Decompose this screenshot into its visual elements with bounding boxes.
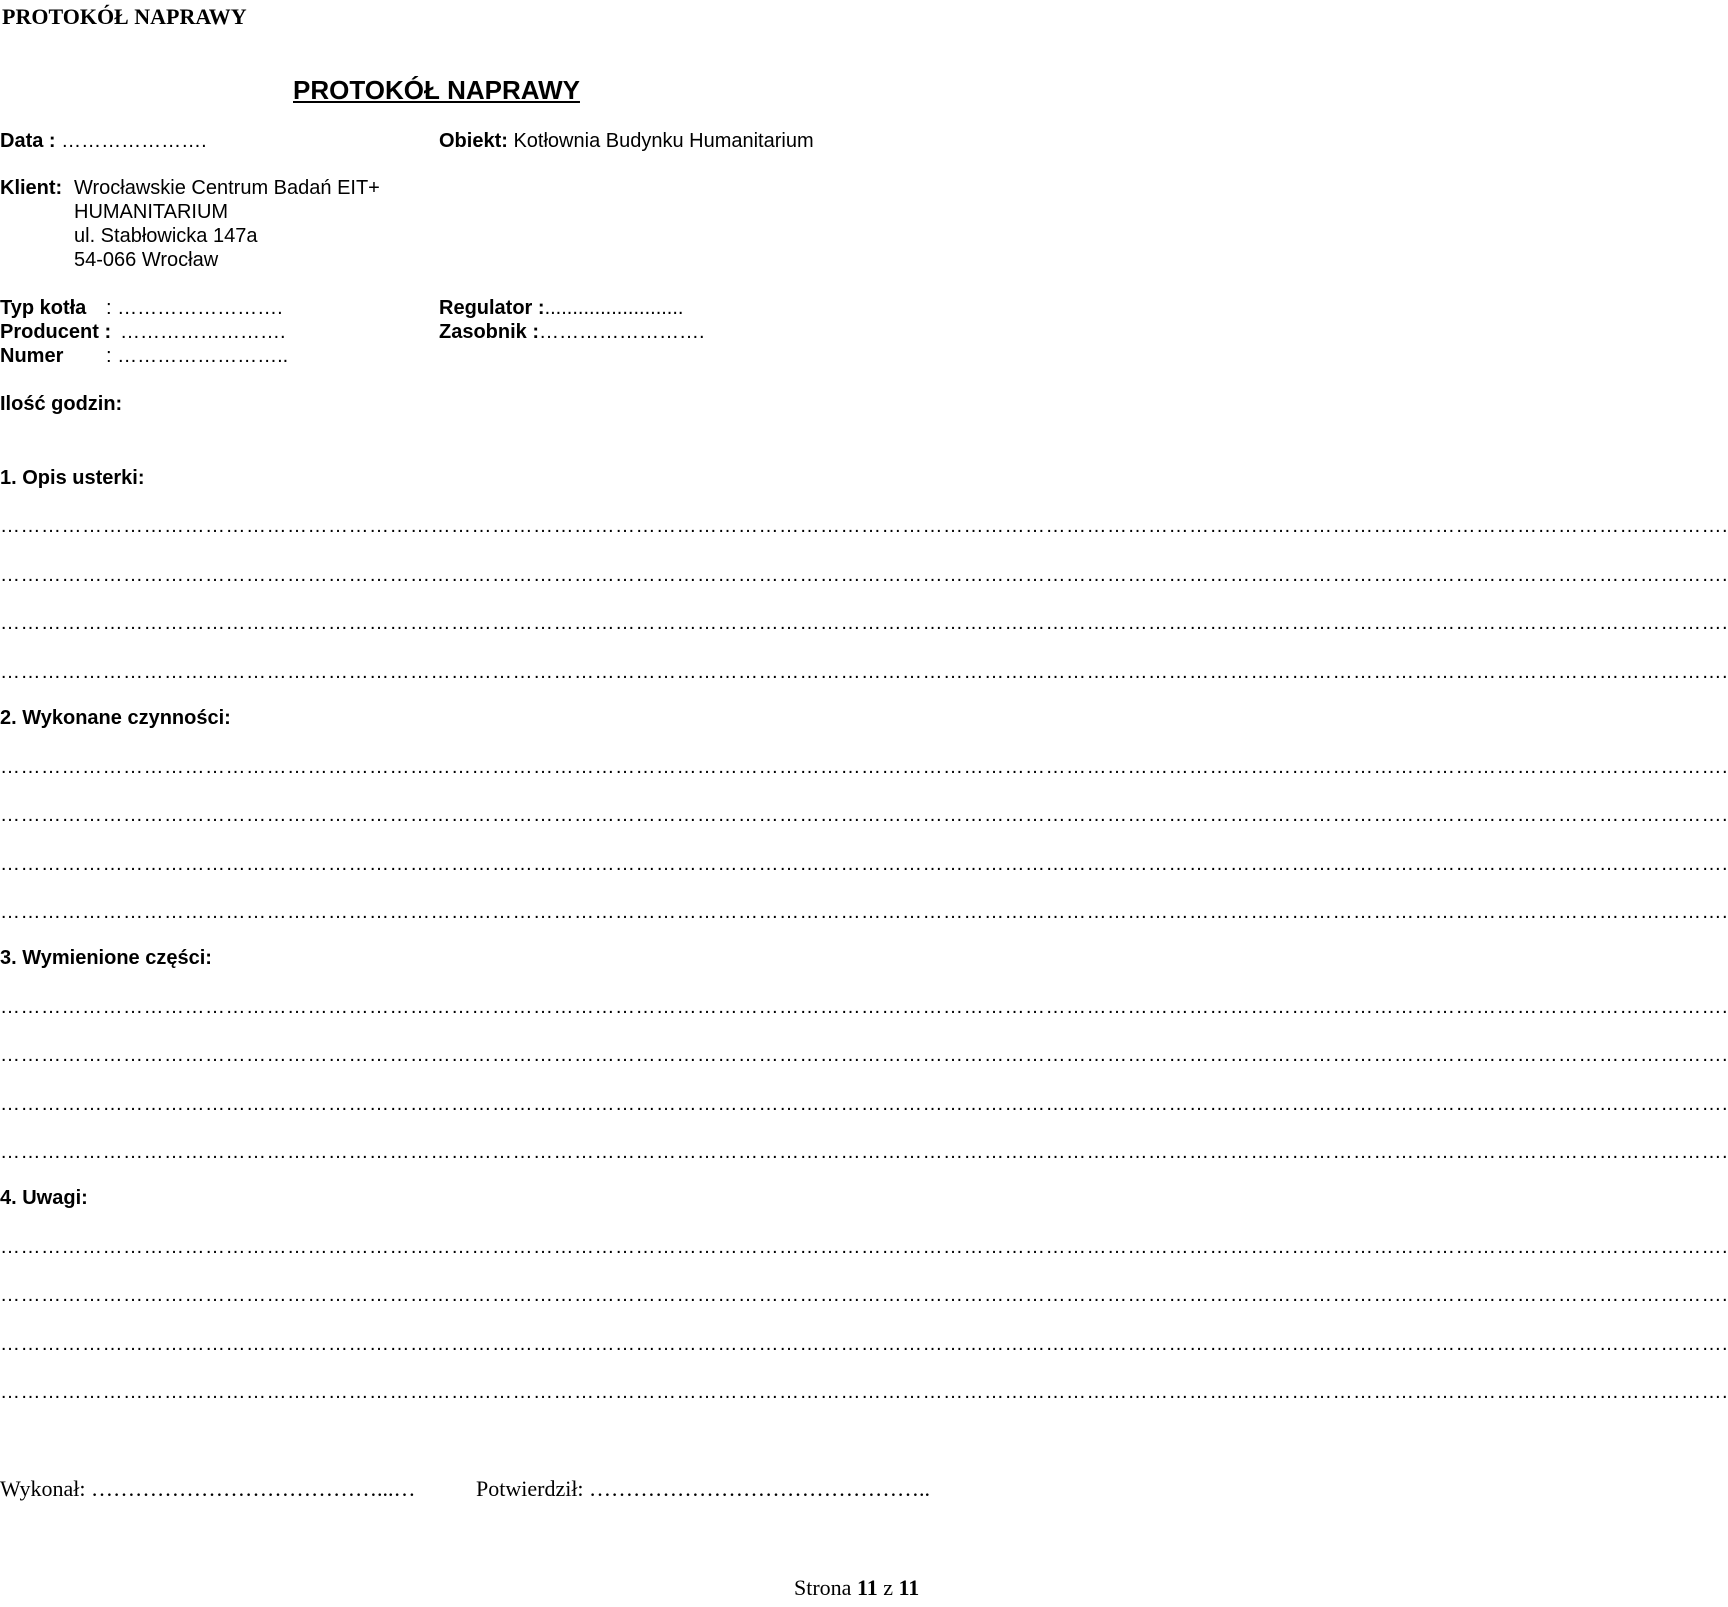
confirmed-value: ……………………………………….. [589, 1476, 931, 1501]
client-label: Klient: [0, 177, 63, 199]
client-line: 54-066 Wrocław [74, 249, 219, 271]
date-value: …………………. [61, 130, 207, 152]
page-title: PROTOKÓŁ NAPRAWY [293, 75, 580, 105]
section-title: 3. Wymienione części: [0, 947, 212, 969]
confirmed-label: Potwierdził: [476, 1476, 584, 1501]
client-line: ul. Stabłowicka 147a [74, 225, 258, 247]
hours-label: Ilość godzin: [0, 393, 123, 415]
date-row [0, 131, 207, 151]
tank-value: ……………………. [539, 321, 705, 343]
object-row [439, 131, 814, 151]
dotted-line: ………………………………………………………………………………………………………………………………………………………………………………………………………………………………. [0, 756, 1728, 778]
dotted-line: ………………………………………………………………………………………………………………………………………………………………………………………………………………………………. [0, 853, 1728, 875]
performed-by [0, 1478, 415, 1500]
tank-row [439, 322, 705, 342]
producer-value: ……………………. [120, 321, 286, 343]
regulator-value: ......................... [544, 297, 684, 319]
boiler-type-label: Typ kotła [0, 297, 87, 319]
performed-label: Wykonał: [0, 1476, 86, 1501]
dotted-line: ………………………………………………………………………………………………………………………………………………………………………………………………………………………………. [0, 1381, 1728, 1403]
number-value: : …………………….. [106, 345, 289, 367]
dotted-line: ………………………………………………………………………………………………………………………………………………………………………………………………………………………………. [0, 1093, 1728, 1115]
dotted-line: ………………………………………………………………………………………………………………………………………………………………………………………………………………………………. [0, 1284, 1728, 1306]
client-line: HUMANITARIUM [74, 201, 229, 223]
page-prefix: Strona [794, 1575, 852, 1600]
section-title: 4. Uwagi: [0, 1187, 88, 1209]
dotted-line: ………………………………………………………………………………………………………………………………………………………………………………………………………………………………. [0, 515, 1728, 537]
dotted-line: ………………………………………………………………………………………………………………………………………………………………………………………………………………………………. [0, 804, 1728, 826]
page-separator: z [883, 1575, 894, 1600]
dotted-line: ………………………………………………………………………………………………………………………………………………………………………………………………………………………………. [0, 1333, 1728, 1355]
regulator-label: Regulator : [439, 297, 545, 319]
dotted-line: ………………………………………………………………………………………………………………………………………………………………………………………………………………………………. [0, 901, 1728, 923]
object-label: Obiekt: [439, 130, 508, 152]
dotted-line: ………………………………………………………………………………………………………………………………………………………………………………………………………………………………. [0, 996, 1728, 1018]
dotted-line: ………………………………………………………………………………………………………………………………………………………………………………………………………………………………. [0, 1044, 1728, 1066]
tank-label: Zasobnik : [439, 321, 540, 343]
section-title: 1. Opis usterki: [0, 467, 145, 489]
number-label: Numer [0, 345, 64, 367]
date-label: Data : [0, 130, 56, 152]
regulator-row [439, 298, 683, 318]
dotted-line: ………………………………………………………………………………………………………………………………………………………………………………………………………………………………. [0, 1141, 1728, 1163]
dotted-line: ………………………………………………………………………………………………………………………………………………………………………………………………………………………………. [0, 661, 1728, 683]
running-header: PROTOKÓŁ NAPRAWY [2, 4, 247, 29]
current-page: 11 [856, 1575, 878, 1600]
total-pages: 11 [898, 1575, 920, 1600]
client-line: Wrocławskie Centrum Badań EIT+ [74, 177, 380, 199]
performed-value: …………………………………...… [90, 1476, 416, 1501]
section-title: 2. Wykonane czynności: [0, 707, 231, 729]
dotted-line: ………………………………………………………………………………………………………………………………………………………………………………………………………………………………. [0, 564, 1728, 586]
boiler-type-value: : ……………………. [106, 297, 283, 319]
confirmed-by [476, 1478, 930, 1500]
page-number [794, 1577, 919, 1599]
dotted-line: ………………………………………………………………………………………………………………………………………………………………………………………………………………………………. [0, 612, 1728, 634]
producer-label: Producent : [0, 321, 112, 343]
dotted-line: ………………………………………………………………………………………………………………………………………………………………………………………………………………………………. [0, 1236, 1728, 1258]
object-value: Kotłownia Budynku Humanitarium [513, 130, 814, 152]
